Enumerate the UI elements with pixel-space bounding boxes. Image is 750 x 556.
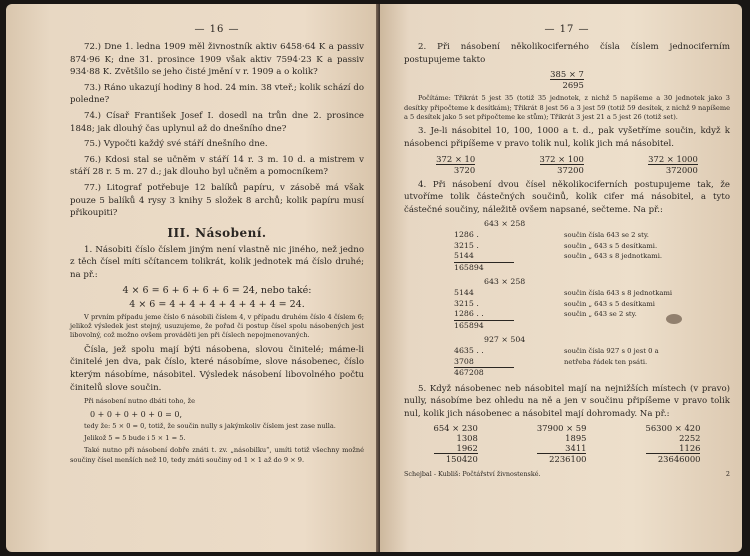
partial-product-row bbox=[454, 299, 730, 310]
partial-product: 3215 . bbox=[454, 240, 479, 250]
partial-product: 1286 . bbox=[454, 229, 479, 239]
partial-product: 2252 bbox=[679, 433, 701, 444]
example-item bbox=[648, 154, 698, 175]
multiplication-example-2 bbox=[454, 277, 730, 331]
partial-product-note: součin „ 643 s 8 jednotkami. bbox=[564, 252, 663, 261]
note-counting: Počítáme: Třikrát 5 jest 35 (totiž 35 jednotek, z nichž 5 napíšeme a 30 jednotek jako 3 desítky připočteme k desítkám); Třikrát 8 jest 56 a 3 jest 59 (totiž 59 desítek, z nichž 9 napíšeme a 5 desítek jako 5 set připočteme ke stům); Třikrát 3 jest 21 a 5 jest 26 (totiž set). bbox=[404, 94, 730, 121]
example-problem: 643 × 258 bbox=[484, 219, 526, 229]
formula-zero: 0 + 0 + 0 + 0 + 0 = 0, bbox=[90, 409, 183, 419]
partial-product: 1308 bbox=[456, 433, 478, 444]
rule-5: 5. Když násobenec neb násobitel mají na nejnižších místech (v pravo) nully, násobíme bez ohledu na ně a jen v součinu připíšeme v pravo tolik nul, kolik jich násobenec a násobitel mají dohromady. Na př.: bbox=[404, 383, 730, 419]
partial-product-row bbox=[454, 357, 730, 368]
note-times-table: Také nutno při násobení dobře znáti t. zv. „násobilku“, umíti totiž všechny možné součiny čísel menších než 10, tedy znáti součiny od 1 × 1 až do 9 × 9. bbox=[70, 446, 364, 464]
partial-product-row bbox=[454, 346, 730, 357]
note-zero: Při násobení nutno dbáti toho, že bbox=[84, 397, 195, 406]
example-item bbox=[537, 423, 587, 464]
rule-2: 2. Při násobení několikociferného čísla číslem jednociferním postupujeme takto bbox=[404, 42, 730, 65]
partial-product-row bbox=[454, 309, 730, 320]
example-item bbox=[540, 154, 584, 175]
example-result: 37200 bbox=[540, 164, 584, 175]
problem-77: 77.) Litograf potřebuje 12 balíků papíru, v zásobě má však pouze 5 balíků 4 rysy 3 knihy 5 složek 8 archů; kolik papíru musí přikoupiti? bbox=[70, 182, 364, 219]
partial-product: 3215 . bbox=[454, 298, 479, 308]
problem-74: 74.) Císař František Josef I. dosedl na trůn dne 2. prosince 1848; jak dlouhý čas uplynul až do dnešního dne? bbox=[70, 110, 364, 134]
note-zero-product: tedy že: 5 × 0 = 0, totiž, že součin nully s jakýmkoliv číslem jest zase nulla. bbox=[84, 421, 336, 430]
multiplication-example-1 bbox=[454, 219, 730, 273]
partial-product-note: součin „ 643 s 5 desítkami bbox=[564, 299, 655, 308]
problem-72: 72.) Dne 1. ledna 1909 měl živnostník aktiv 6458·64 K a passiv 874·96 K; dne 31. prosince 1909 však aktiv 7594·23 K a passiv 934·88 K. Zvětšilo se jeho čisté jmění v r. 1909 a o kolik? bbox=[70, 42, 364, 78]
partial-product: 5144 bbox=[454, 287, 474, 297]
partial-product-note: součin „ 643 s 5 desítkami. bbox=[564, 241, 658, 250]
partial-product: 3708 bbox=[454, 356, 474, 366]
example-problem: 654 × 230 bbox=[433, 423, 478, 434]
partial-product-note: součin „ 643 se 2 sty. bbox=[564, 310, 637, 319]
note-one: Jelikož 5 = 5 bude i 5 × 1 = 5. bbox=[84, 433, 186, 442]
example-problem: 372 × 100 bbox=[539, 153, 584, 164]
example-problem: 385 × 7 bbox=[550, 69, 584, 80]
left-page bbox=[6, 4, 378, 552]
partial-product: 4635 . . bbox=[454, 345, 484, 355]
examples-trailing-zeros bbox=[404, 423, 730, 464]
factors-definition: Čísla, jež spolu mají býti násobena, slovou činitelé; máme-li činitelé jen dva, pak číslo, které násobíme, slove násobenec, číslo kterým násobíme, násobitel. Výsledek násobení libovolného počtu činitelů slove součin. bbox=[70, 344, 364, 393]
open-book bbox=[6, 4, 744, 552]
right-page bbox=[380, 4, 742, 552]
example-result: 23646000 bbox=[646, 453, 701, 464]
formula-2: 4 × 6 = 4 + 4 + 4 + 4 + 4 + 4 = 24. bbox=[129, 298, 305, 310]
ink-stain bbox=[666, 314, 682, 324]
partial-product-note: součin čísla 643 s 8 jednotkami bbox=[564, 288, 673, 297]
example-result: 372000 bbox=[648, 164, 698, 175]
example-item bbox=[646, 423, 701, 464]
partial-product-row bbox=[454, 230, 730, 241]
problem-76: 76.) Kdosi stal se učněm v stáří 14 r. 3 m. 10 d. a mistrem v stáří 28 r. 5 m. 27 d.; jak dlouho byl učněm a pomocníkem? bbox=[70, 154, 364, 178]
partial-product: 5144 bbox=[454, 251, 474, 261]
section-title: III. Násobení. bbox=[167, 225, 267, 240]
rule-4: 4. Při násobení dvou čísel několikociferních postupujeme tak, že utvoříme tolik částečných součinů, kolik cifer má násobitel, a tyto částečné součiny, náležitě ovšem napsané, sečteme. Na př.: bbox=[404, 179, 730, 215]
multiplication-definition: 1. Násobiti číslo číslem jiným není vlastně nic jiného, než jedno z těch čísel míti sčítancem tolikrát, kolik jednotek má číslo druhé; na př.: bbox=[70, 244, 364, 280]
example-problem: 372 × 1000 bbox=[648, 153, 698, 164]
example-problem: 56300 × 420 bbox=[645, 423, 701, 434]
page-number: — 17 — bbox=[544, 24, 590, 35]
example-problem: 927 × 504 bbox=[484, 335, 526, 345]
example-result: 150420 bbox=[434, 453, 478, 464]
partial-product: 1126 bbox=[679, 443, 701, 454]
example-result: 2236100 bbox=[537, 453, 587, 464]
partial-product: 1895 bbox=[565, 433, 587, 444]
example-problem: 37900 × 59 bbox=[536, 423, 587, 434]
formula-1: 4 × 6 = 6 + 6 + 6 + 6 = 24, nebo také: bbox=[122, 284, 312, 296]
partial-product: 1962 bbox=[456, 443, 478, 454]
example-item bbox=[434, 423, 478, 464]
partial-product: 1286 . . bbox=[454, 309, 484, 319]
example-result: 467208 bbox=[454, 367, 514, 379]
rule-3: 3. Je-li násobitel 10, 100, 1000 a t. d., pak vyšetříme součin, když k násobenci připíšeme v pravo tolik nul, kolik jich má násobitel. bbox=[404, 126, 730, 149]
example-item bbox=[436, 154, 475, 175]
partial-product-note: netřeba řádek ten psáti. bbox=[564, 357, 648, 366]
examples-powers-of-ten bbox=[404, 154, 730, 175]
footer-citation: Schejbal - Kubliš: Počtářství živnostenské. bbox=[404, 470, 541, 479]
partial-product-row bbox=[454, 288, 730, 299]
problem-73: 73.) Ráno ukazují hodiny 8 hod. 24 min. 38 vteř.; kolik schází do poledne? bbox=[70, 82, 364, 106]
example-result: 165894 bbox=[454, 320, 514, 332]
note-commutative: V prvním případu jeme číslo 6 násobili číslem 4, v případu druhém číslo 4 číslem 6; jelikož výsledek jest stejný, usuzujeme, že pořad či postup čísel spolu násobených jest libovolný, což možno ovšem prováděti jen při číslech nepojmenovaných. bbox=[70, 312, 364, 340]
page-footer bbox=[404, 470, 730, 478]
example-problem: 643 × 258 bbox=[484, 277, 526, 287]
example-problem: 372 × 10 bbox=[436, 153, 476, 164]
example-result: 3720 bbox=[436, 164, 475, 175]
example-385x7 bbox=[404, 69, 730, 90]
partial-product-row bbox=[454, 241, 730, 252]
partial-product: 3411 bbox=[565, 443, 587, 454]
partial-product-note: součin čísla 643 se 2 sty. bbox=[564, 230, 649, 239]
problem-75: 75.) Vypočti každý své stáří dnešního dne. bbox=[84, 139, 268, 150]
example-result: 165894 bbox=[454, 262, 514, 274]
partial-product-row bbox=[454, 251, 730, 262]
example-result: 2695 bbox=[550, 79, 584, 90]
page-number: — 16 — bbox=[194, 24, 240, 35]
multiplication-example-3 bbox=[454, 335, 730, 378]
partial-product-note: součin čísla 927 s 0 jest 0 a bbox=[564, 346, 659, 355]
signature-number: 2 bbox=[725, 470, 730, 479]
